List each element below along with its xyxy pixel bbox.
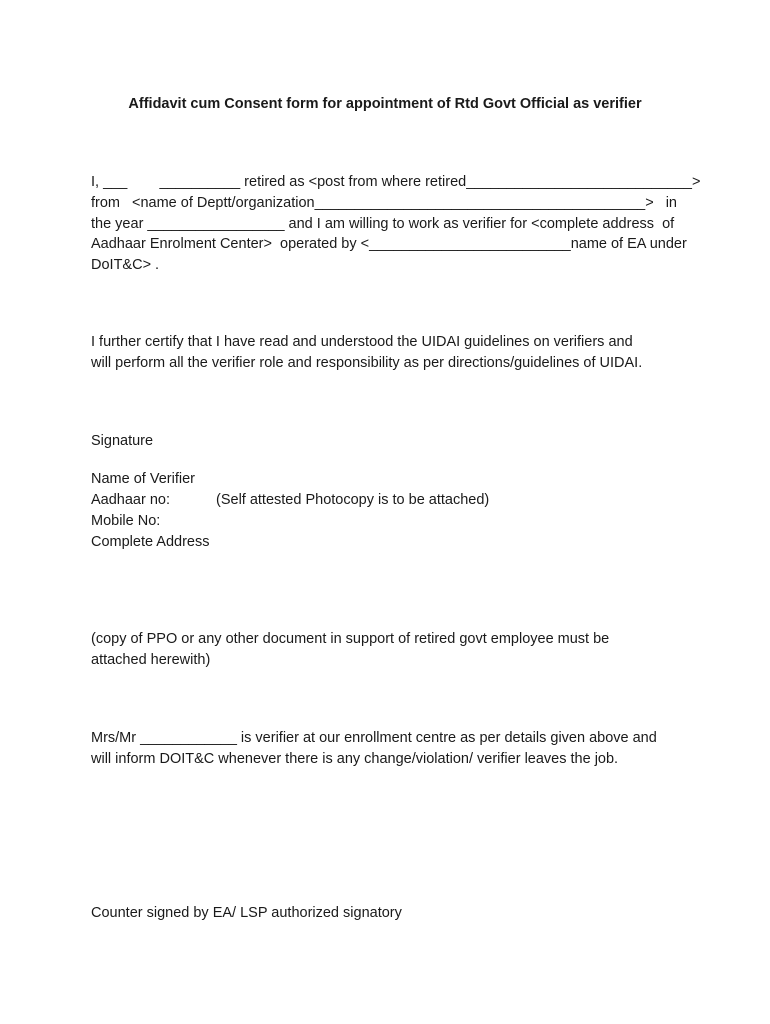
ea-statement-line-1: Mrs/Mr ____________ is verifier at our enrollment centre as per details given above and [91,730,657,746]
ppo-note-line-2: attached herewith) [91,652,211,668]
aadhaar-label: Aadhaar no: [91,492,171,508]
document-title: Affidavit cum Consent form for appointment of Rtd Govt Official as verifier [128,96,642,112]
declaration-line-3: the year _________________ and I am willing to work as verifier for <complete address of [91,216,675,232]
address-label: Complete Address [91,534,210,550]
verifier-name-label: Name of Verifier [91,471,195,487]
signature-label: Signature [91,433,154,449]
certification-line-1: I further certify that I have read and understood the UIDAI guidelines on verifiers and [91,334,633,350]
declaration-line-2-deptt: <name of Deptt/organization_________________________________________> [132,195,654,211]
declaration-line-2 [91,193,677,213]
declaration-line-4: Aadhaar Enrolment Center> operated by <_________________________name of EA under [91,236,687,252]
ppo-note-line-1: (copy of PPO or any other document in support of retired govt employee must be [91,631,610,647]
aadhaar-note: (Self attested Photocopy is to be attached) [216,492,490,508]
declaration-line-2-in: in [665,195,677,211]
counter-sign-label: Counter signed by EA/ LSP authorized signatory [91,905,402,921]
declaration-line-2-from: from [91,195,120,211]
declaration-line-5: DoIT&C> . [91,257,160,273]
certification-line-2: will perform all the verifier role and responsibility as per directions/guidelines of UIDAI. [91,355,643,371]
mobile-label: Mobile No: [91,513,161,529]
declaration-line-1: I, ___ __________ retired as <post from where retired____________________________> [91,174,701,190]
ea-statement-line-2: will inform DOIT&C whenever there is any change/violation/ verifier leaves the job. [91,751,619,767]
